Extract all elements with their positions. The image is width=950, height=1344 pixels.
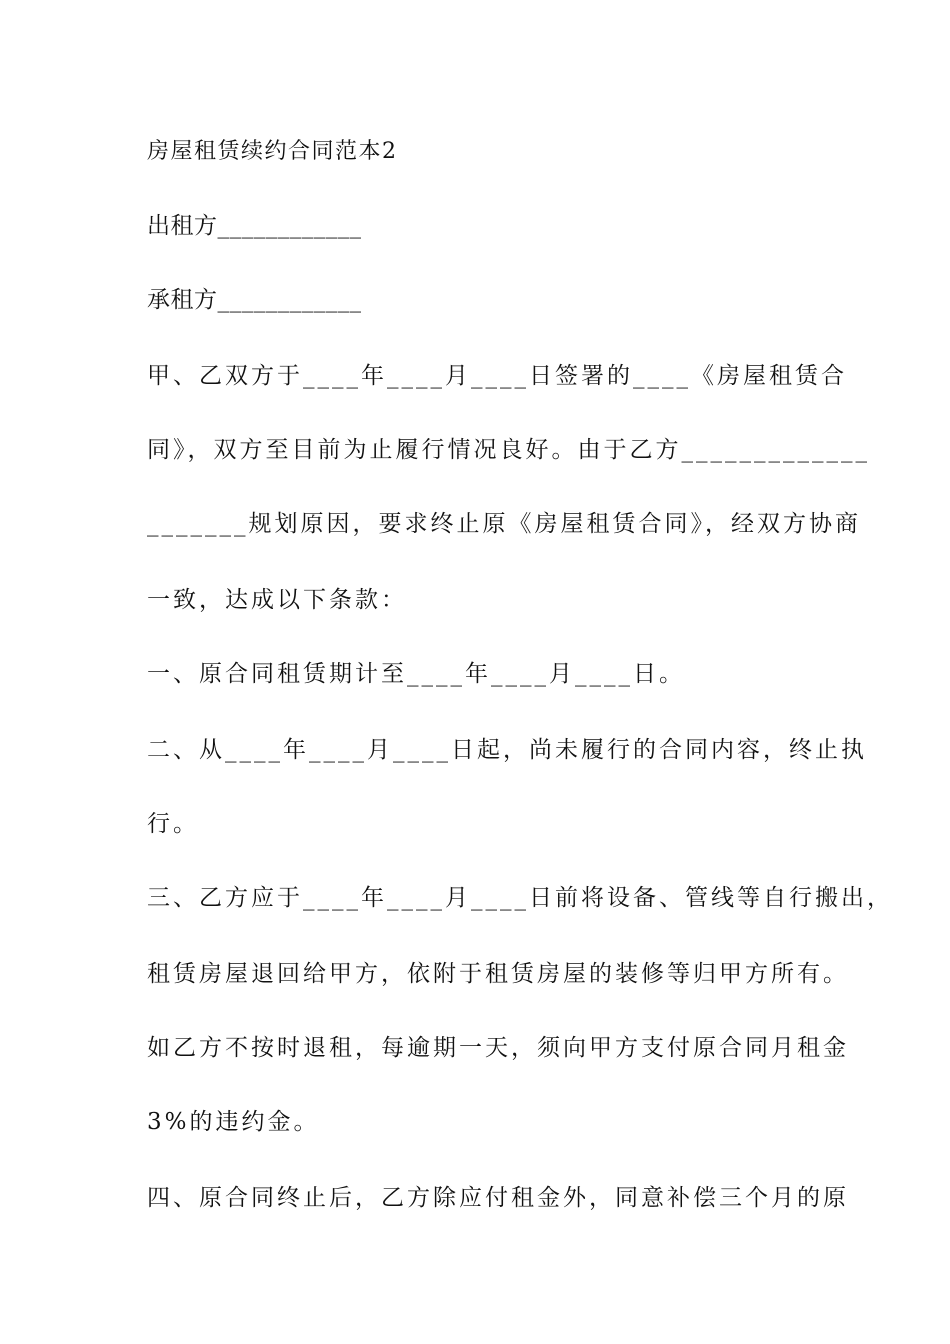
clause-one: 一、原合同租赁期计至____年____月____日。 [147,661,685,687]
clause-three-continued: 租赁房屋退回给甲方，依附于租赁房屋的装修等归甲方所有。 [147,961,849,987]
clause-three: 三、乙方应于____年____月____日前将设备、管线等自行搬出， [147,885,893,911]
clause-two: 二、从____年____月____日起，尚未履行的合同内容，终止执 [147,737,867,763]
lessee-line: 承租方____________ [147,287,362,313]
document-title: 房屋租赁续约合同范本2 [147,139,398,164]
paragraph-line: 同》，双方至目前为止履行情况良好。由于乙方_____________ [147,437,870,463]
paragraph-line: 甲、乙双方于____年____月____日签署的____《房屋租赁合 [147,363,847,389]
paragraph-line: _______规划原因，要求终止原《房屋租赁合同》，经双方协商 [147,511,861,537]
lessor-line: 出租方____________ [147,213,362,239]
clause-four: 四、原合同终止后，乙方除应付租金外，同意补偿三个月的原 [147,1185,849,1211]
clause-two-continued: 行。 [147,811,199,837]
clause-three-continued: 如乙方不按时退租，每逾期一天，须向甲方支付原合同月租金 [147,1035,849,1061]
clause-three-continued: 3%的违约金。 [147,1109,320,1135]
paragraph-line: 一致，达成以下条款： [147,587,407,613]
